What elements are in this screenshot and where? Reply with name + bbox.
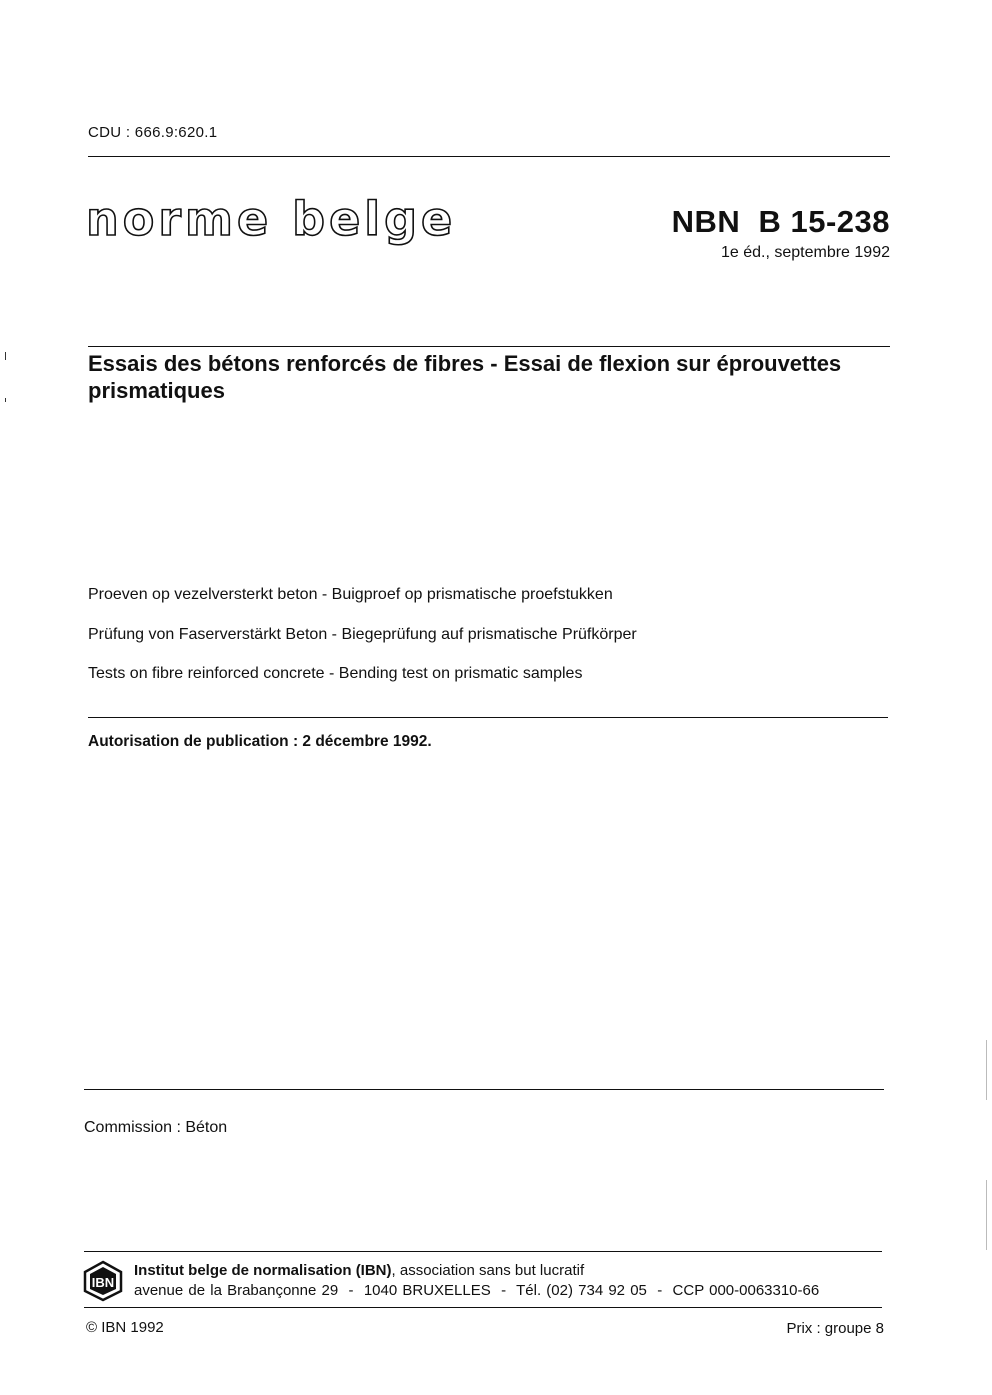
- title-dutch: Proeven op vezelversterkt beton - Buigproef op prismatische proefstukken: [88, 586, 613, 603]
- scan-artifact: [986, 1180, 987, 1250]
- ibn-logo-icon: [82, 1260, 124, 1302]
- standard-number: NBN B 15-238: [671, 204, 890, 239]
- price-group: Prix : groupe 8: [786, 1320, 884, 1337]
- svg-text:IBN: IBN: [91, 1275, 115, 1290]
- commission-divider: [84, 1089, 884, 1090]
- institute-name-line: [134, 1262, 584, 1279]
- title-english: Tests on fibre reinforced concrete - Bending test on prismatic samples: [88, 665, 583, 682]
- title-divider: [88, 346, 890, 347]
- main-title-french: Essais des bétons renforcés de fibres - Essai de flexion sur éprouvettes prismatiques: [88, 351, 842, 403]
- title-german: Prüfung von Faserverstärkt Beton - Biegeprüfung auf prismatische Prüfkörper: [88, 626, 637, 643]
- publication-authorisation: Autorisation de publication : 2 décembre 1992.: [88, 733, 432, 750]
- publication-divider: [88, 717, 888, 718]
- institute-bottom-divider: [84, 1307, 882, 1308]
- institute-address: avenue de la Brabançonne 29 - 1040 BRUXELLES - Tél. (02) 734 92 05 - CCP 000-0063310-66: [134, 1282, 820, 1299]
- commission-label: Commission : Béton: [84, 1119, 228, 1136]
- scan-artifact: [986, 1040, 987, 1100]
- series-name: norme belge: [86, 192, 457, 246]
- institute-status: , association sans but lucratif: [391, 1262, 585, 1279]
- edition-date: 1e éd., septembre 1992: [720, 244, 890, 261]
- cdu-classification: CDU : 666.9:620.1: [88, 124, 218, 141]
- scan-artifact: [5, 398, 6, 402]
- institute-name: Institut belge de normalisation (IBN): [134, 1262, 392, 1279]
- copyright: © IBN 1992: [86, 1319, 164, 1336]
- scan-artifact: [5, 352, 6, 360]
- institute-top-divider: [84, 1251, 882, 1252]
- header-divider: [88, 156, 890, 157]
